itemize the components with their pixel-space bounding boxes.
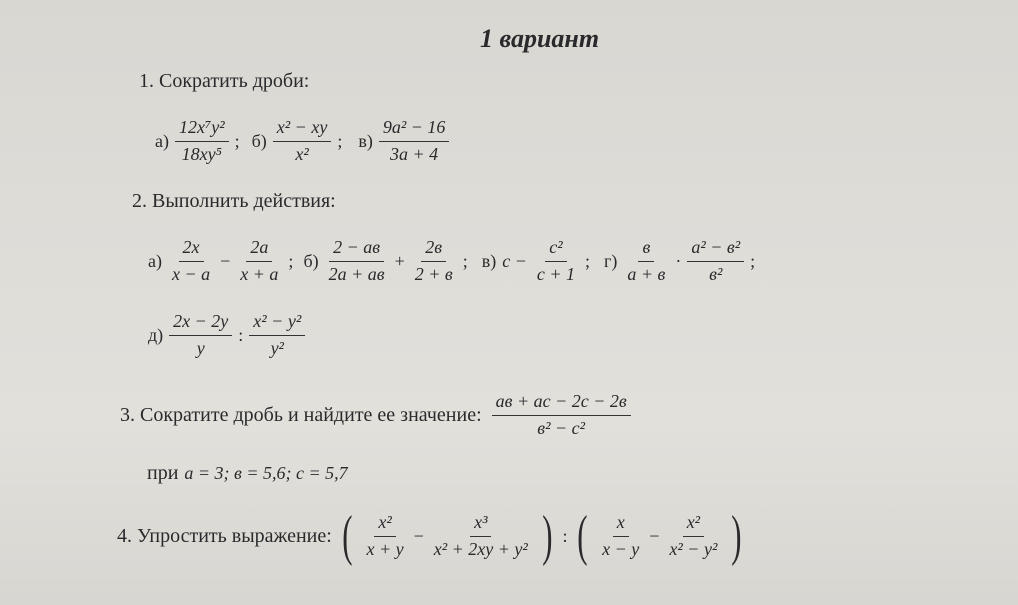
- task1-b-fraction: [273, 118, 332, 165]
- numerator: в: [638, 238, 654, 262]
- task2-a2-fraction: [236, 238, 282, 285]
- task2-heading: 2. Выполнить действия:: [132, 190, 336, 212]
- denominator: x² − y²: [669, 538, 718, 559]
- task2-c-label: в): [481, 250, 497, 271]
- numerator: 2в: [421, 238, 446, 262]
- operator: −: [649, 525, 660, 546]
- separator: ;: [584, 250, 590, 271]
- numerator: 2x − 2y: [169, 312, 232, 336]
- separator: ;: [288, 250, 294, 271]
- task1-c-label: в): [358, 130, 373, 151]
- denominator: x² + 2xy + y²: [433, 538, 528, 559]
- task4-f4-fraction: [665, 513, 721, 560]
- left-paren: (: [577, 505, 588, 567]
- numerator: a² − в²: [687, 238, 744, 262]
- task2-e-label: д): [148, 324, 164, 345]
- denominator: в² − с²: [537, 417, 586, 438]
- task2-a-label: а): [148, 250, 162, 271]
- separator: ;: [234, 130, 240, 151]
- task3-condition-prefix: при: [147, 462, 179, 484]
- task1-expression-row: [155, 118, 449, 165]
- separator: ;: [750, 250, 756, 271]
- numerator: 2x: [179, 238, 204, 262]
- division-colon: :: [562, 525, 568, 546]
- right-paren: ): [731, 505, 742, 567]
- operator: −: [413, 525, 424, 546]
- denominator: 18xy⁵: [181, 143, 222, 164]
- left-paren: (: [342, 505, 353, 567]
- numerator: 2a: [246, 238, 272, 262]
- numerator: x³: [470, 513, 491, 537]
- task2-d-label: г): [604, 250, 618, 271]
- task3-row: [120, 392, 631, 439]
- task2-c-fraction: [533, 238, 579, 285]
- denominator: x − a: [171, 263, 211, 284]
- numerator: 12x⁷y²: [175, 118, 229, 142]
- task3-heading: 3. Сократите дробь и найдите ее значение:: [120, 403, 482, 426]
- task2-e1-fraction: [169, 312, 232, 359]
- numerator: x² − y²: [249, 312, 305, 336]
- task1-b-label: б): [251, 130, 267, 151]
- numerator: x² − xy: [273, 118, 332, 142]
- task3-fraction: [492, 392, 631, 439]
- task4-f1-fraction: [362, 513, 407, 560]
- denominator: а + в: [627, 263, 666, 284]
- denominator: c + 1: [536, 263, 575, 284]
- denominator: x + y: [366, 538, 404, 559]
- task1-heading: 1. Сократить дроби:: [139, 70, 310, 92]
- separator: ;: [337, 130, 343, 151]
- task2-a1-fraction: [168, 238, 214, 285]
- numerator: 9a² − 16: [379, 118, 450, 142]
- operator: −: [220, 250, 231, 271]
- denominator: в²: [709, 263, 723, 284]
- task1-c-fraction: [379, 118, 450, 165]
- numerator: x²: [683, 513, 704, 537]
- task2-expression-row-2: [148, 312, 305, 359]
- denominator: x − y: [602, 538, 640, 559]
- denominator: 3a + 4: [390, 143, 439, 164]
- operator: +: [394, 250, 405, 271]
- task4-f3-fraction: [598, 513, 643, 560]
- right-paren: ): [542, 505, 553, 567]
- operator: ·: [675, 250, 682, 271]
- separator: ;: [462, 250, 468, 271]
- denominator: x + a: [240, 263, 279, 284]
- task2-d1-fraction: [623, 238, 669, 285]
- task3-condition: а = 3; в = 5,6; с = 5,7: [184, 463, 348, 483]
- numerator: x²: [374, 513, 395, 537]
- denominator: x²: [295, 143, 309, 164]
- numerator: c²: [545, 238, 566, 262]
- task2-b2-fraction: [411, 238, 457, 285]
- task4-f2-fraction: [430, 513, 532, 560]
- operator: :: [238, 324, 244, 345]
- denominator: y²: [270, 337, 284, 358]
- task1-a-fraction: [175, 118, 229, 165]
- task2-b1-fraction: [325, 238, 389, 285]
- task2-expression-row: [148, 238, 755, 285]
- denominator: 2а + ав: [328, 263, 385, 284]
- task4-row: [117, 505, 746, 567]
- denominator: 2 + в: [414, 263, 453, 284]
- task2-e2-fraction: [249, 312, 305, 359]
- task3-condition-row: [147, 462, 348, 485]
- numerator: x: [613, 513, 629, 537]
- numerator: 2 − ав: [329, 238, 384, 262]
- numerator: ав + ас − 2с − 2в: [492, 392, 631, 416]
- variant-title: 1 вариант: [480, 24, 600, 53]
- task1-a-label: а): [155, 130, 169, 151]
- task2-d2-fraction: [687, 238, 744, 285]
- task2-b-label: б): [303, 250, 319, 271]
- denominator: y: [196, 337, 205, 358]
- task2-c-prefix: c −: [502, 250, 527, 271]
- task4-heading: 4. Упростить выражение:: [117, 524, 332, 547]
